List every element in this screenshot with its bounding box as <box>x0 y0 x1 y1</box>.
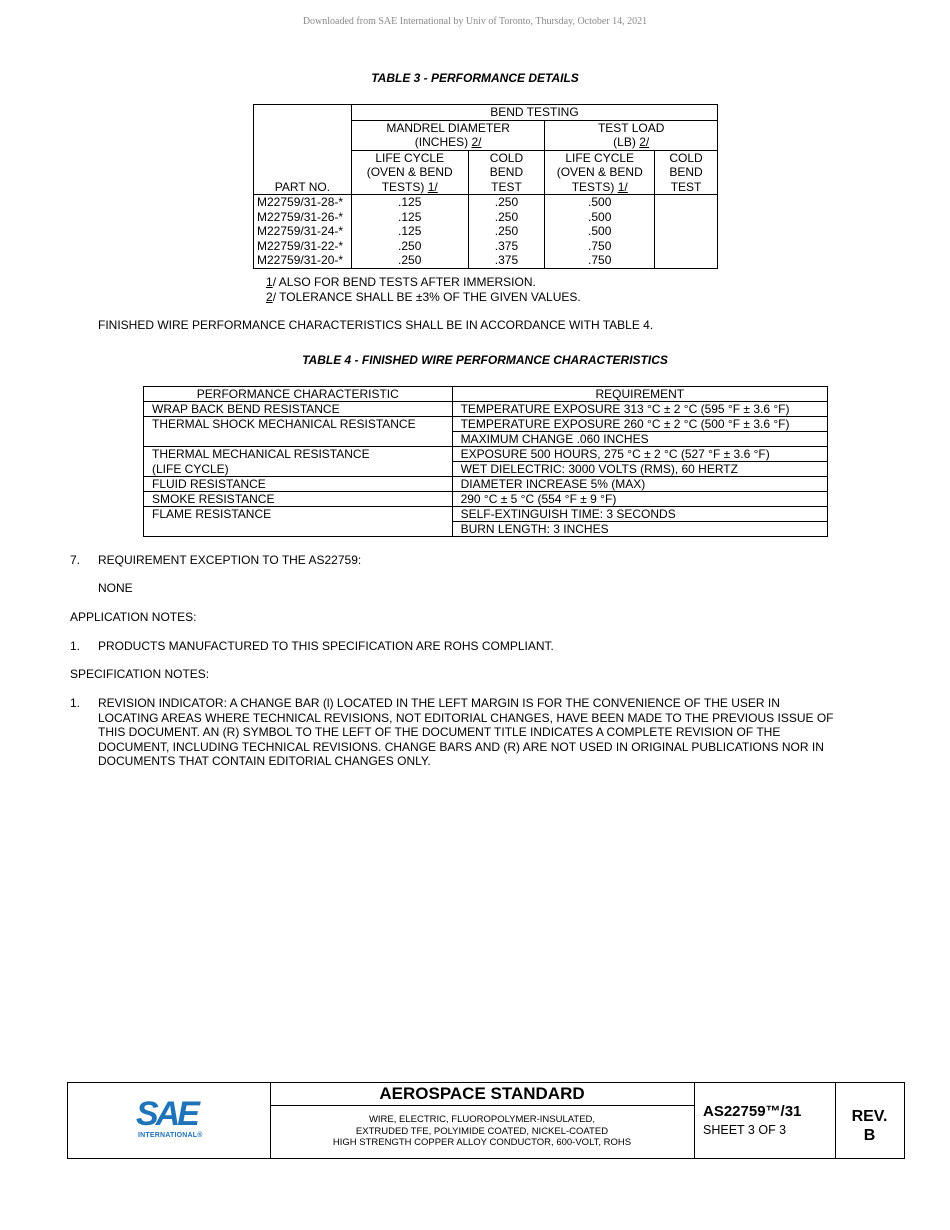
performance-details-table <box>253 104 718 269</box>
table-row: M22759/31-26-* .125 .250 .500 <box>254 210 718 225</box>
revision-label: REV. B <box>851 1108 888 1144</box>
table-row: M22759/31-22-* .250 .375 .750 <box>254 239 718 254</box>
table-row: SMOKE RESISTANCE 290 °C ± 5 °C (554 °F ± 9 °F) <box>144 492 828 507</box>
specification-note-1-text: REVISION INDICATOR: A CHANGE BAR (l) LOCATED IN THE LEFT MARGIN IS FOR THE CONVENIENCE OF THE USER IN LOCATING AREAS WHERE TECHNICAL REVISIONS, NOT EDITORIAL CHANGES, HAVE BEEN MADE TO THE PREVIOUS ISSUE OF THIS DOCUMENT. AN (R) SYMBOL TO THE LEFT OF THE DOCUMENT TITLE INDICATES A COMPLETE REVISION OF THE DOCUMENT, INCLUDING TECHNICAL REVISIONS. CHANGE BARS AND (R) ARE NOT USED IN ORIGINAL PUBLICATIONS NOR IN DOCUMENTS THAT CONTAIN EDITORIAL CHANGES ONLY. <box>98 696 834 768</box>
header-requirement: REQUIREMENT <box>452 387 827 402</box>
header-test-load: TEST LOAD (LB) 2/ <box>545 120 718 150</box>
table-row: FLAME RESISTANCE SELF-EXTINGUISH TIME: 3 SECONDS <box>144 507 828 522</box>
table4-intro-paragraph: FINISHED WIRE PERFORMANCE CHARACTERISTICS SHALL BE IN ACCORDANCE WITH TABLE 4. <box>98 318 654 332</box>
section-7-number: 7. <box>70 553 81 567</box>
table-row: MAXIMUM CHANGE .060 INCHES <box>144 432 828 447</box>
download-watermark: Downloaded from SAE International by Univ of Toronto, Thursday, October 14, 2021 <box>302 16 648 27</box>
table-row: (LIFE CYCLE) WET DIELECTRIC: 3000 VOLTS (RMS), 60 HERTZ <box>144 462 828 477</box>
table-row: BURN LENGTH: 3 INCHES <box>144 522 828 537</box>
header-bend-testing: BEND TESTING <box>351 105 717 121</box>
section-7-text: REQUIREMENT EXCEPTION TO THE AS22759: <box>98 553 362 567</box>
table3-caption: TABLE 3 - PERFORMANCE DETAILS <box>371 71 579 85</box>
application-note-1-number: 1. <box>70 639 81 653</box>
table-row: THERMAL SHOCK MECHANICAL RESISTANCE TEMPERATURE EXPOSURE 260 °C ± 2 °C (500 °F ± 3.6 °F) <box>144 417 828 432</box>
standard-title: AEROSPACE STANDARD <box>270 1083 694 1106</box>
title-cell <box>270 1083 695 1158</box>
table-row: M22759/31-28-* .125 .250 .500 <box>254 195 718 210</box>
footnote-1: 1/ ALSO FOR BEND TESTS AFTER IMMERSION. <box>266 275 536 289</box>
header-load-cold-bend: COLD BEND TEST <box>655 150 718 195</box>
logo-cell <box>68 1083 271 1158</box>
table4-caption: TABLE 4 - FINISHED WIRE PERFORMANCE CHARACTERISTICS <box>302 353 668 367</box>
table-row: THERMAL MECHANICAL RESISTANCE EXPOSURE 500 HOURS, 275 °C ± 2 °C (527 °F ± 3.6 °F) <box>144 447 828 462</box>
header-performance-characteristic: PERFORMANCE CHARACTERISTIC <box>144 387 453 402</box>
header-mandrel-life-cycle: LIFE CYCLE (OVEN & BEND TESTS) 1/ <box>351 150 468 195</box>
specification-notes-heading: SPECIFICATION NOTES: <box>70 667 210 681</box>
table-row: M22759/31-20-* .250 .375 .750 <box>254 253 718 268</box>
sae-logo-subtext: INTERNATIONAL® <box>138 1132 203 1139</box>
table-row: WRAP BACK BEND RESISTANCE TEMPERATURE EXPOSURE 313 °C ± 2 °C (595 °F ± 3.6 °F) <box>144 402 828 417</box>
footnote-2: 2/ TOLERANCE SHALL BE ±3% OF THE GIVEN VALUES. <box>266 290 581 304</box>
section-7-value: NONE <box>98 581 133 595</box>
header-load-life-cycle: LIFE CYCLE (OVEN & BEND TESTS) 1/ <box>545 150 655 195</box>
revision-cell <box>835 1083 904 1158</box>
sheet-number: SHEET 3 OF 3 <box>703 1123 787 1137</box>
application-note-1-text: PRODUCTS MANUFACTURED TO THIS SPECIFICATION ARE ROHS COMPLIANT. <box>98 639 554 653</box>
document-description: WIRE, ELECTRIC, FLUOROPOLYMER-INSULATED, EXTRUDED TFE, POLYIMIDE COATED, NICKEL-COATED HIGH STRENGTH COPPER ALLOY CONDUCTOR, 600-VOLT, ROHS <box>332 1114 632 1148</box>
sae-logo: SAE <box>136 1095 197 1133</box>
header-part-no: PART NO. <box>254 105 352 195</box>
document-title-block <box>67 1082 905 1159</box>
document-number-cell <box>694 1083 836 1158</box>
table-row: FLUID RESISTANCE DIAMETER INCREASE 5% (MAX) <box>144 477 828 492</box>
document-number: AS22759™/31 <box>703 1103 802 1120</box>
table-row: M22759/31-24-* .125 .250 .500 <box>254 224 718 239</box>
header-mandrel-diameter: MANDREL DIAMETER (INCHES) 2/ <box>351 120 545 150</box>
application-notes-heading: APPLICATION NOTES: <box>70 610 197 624</box>
header-mandrel-cold-bend: COLD BEND TEST <box>468 150 545 195</box>
wire-performance-table <box>143 386 828 537</box>
specification-note-1-number: 1. <box>70 696 81 710</box>
